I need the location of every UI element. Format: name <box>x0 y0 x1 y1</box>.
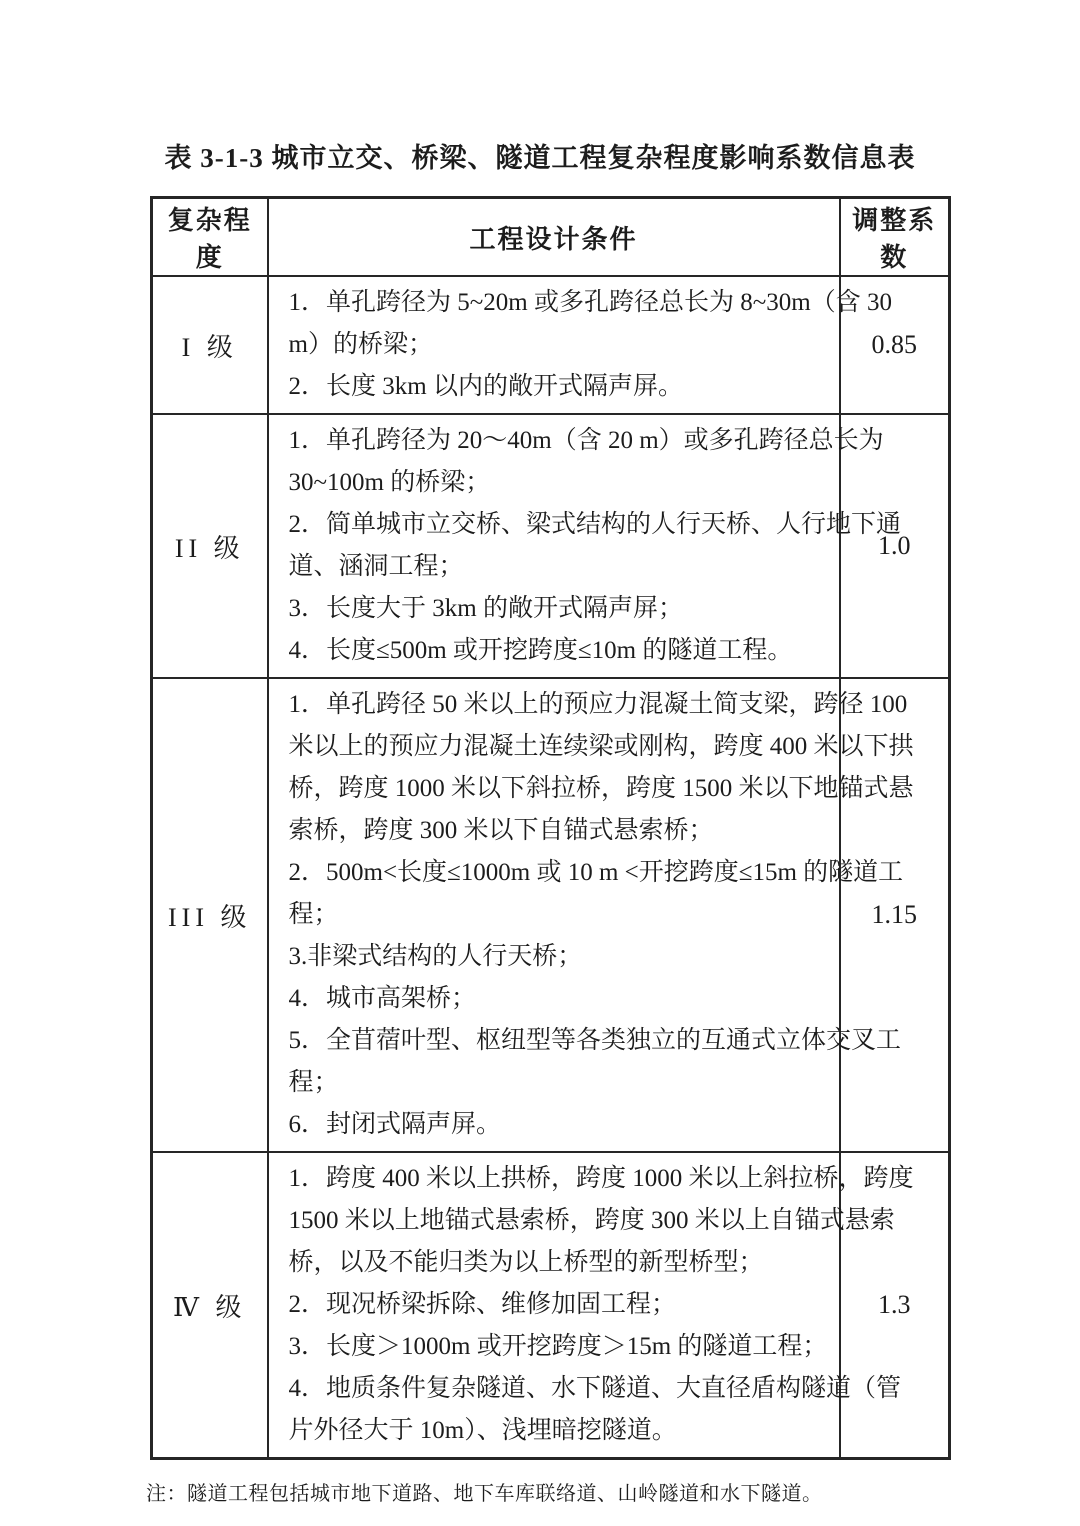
complexity-table <box>150 196 951 1460</box>
condition-line: 3．长度大于 3km 的敞开式隔声屏； <box>288 595 683 622</box>
condition-line: 5．全苜蓿叶型、枢纽型等各类独立的互通式立体交叉工 <box>288 1027 902 1054</box>
condition-line: 4．地质条件复杂隧道、水下隧道、大直径盾构隧道（管 <box>288 1375 902 1402</box>
condition-line: 索桥，跨度 300 米以下自锚式悬索桥； <box>288 817 714 844</box>
condition-line: 4．城市高架桥； <box>288 985 477 1012</box>
level-cell: I 级 <box>152 276 268 414</box>
condition-line: 片外径大于 10m）、浅埋暗挖隧道。 <box>288 1417 677 1444</box>
condition-line: 1．单孔跨径 50 米以上的预应力混凝土简支梁，跨径 100 <box>288 691 908 718</box>
condition-line: 1．跨度 400 米以上拱桥，跨度 1000 米以上斜拉桥，跨度 <box>288 1165 914 1192</box>
condition-line: 程； <box>288 901 339 928</box>
header-row <box>152 198 950 277</box>
condition-line: 1．单孔跨径为 5~20m 或多孔跨径总长为 8~30m（含 30 <box>288 289 892 316</box>
condition-line: 2．500m<长度≤1000m 或 10 m <开挖跨度≤15m 的隧道工 <box>288 859 904 886</box>
condition-line: 3．长度＞1000m 或开挖跨度＞15m 的隧道工程； <box>288 1333 828 1360</box>
condition-line: 3.非梁式结构的人行天桥； <box>288 943 583 970</box>
condition-line: 6．封闭式隔声屏。 <box>288 1111 502 1138</box>
condition-line: 桥，以及不能归类为以上桥型的新型桥型； <box>288 1249 764 1276</box>
conditions-cell <box>268 414 902 678</box>
condition-line: 1500 米以上地锚式悬索桥，跨度 300 米以上自锚式悬索 <box>288 1207 895 1234</box>
table-header <box>152 198 950 277</box>
level-cell: Ⅳ 级 <box>152 1152 268 1459</box>
coefficient-cell: 1.15 <box>840 678 950 1152</box>
table-body <box>152 276 950 1459</box>
col-header-conditions: 工程设计条件 <box>268 198 840 277</box>
condition-line: 米以上的预应力混凝土连续梁或刚构，跨度 400 米以下拱 <box>288 733 914 760</box>
condition-line: 2．现况桥梁拆除、维修加固工程； <box>288 1291 677 1318</box>
table-row <box>152 414 950 678</box>
page-title: 表 3-1-3 城市立交、桥梁、隧道工程复杂程度影响系数信息表 <box>164 143 916 173</box>
table-row <box>152 276 950 414</box>
footnote: 注：隧道工程包括城市地下道路、地下车库联络道、山岭隧道和水下隧道。 <box>146 1483 823 1505</box>
condition-line: 道、涵洞工程； <box>288 553 464 580</box>
condition-line: 4．长度≤500m 或开挖跨度≤10m 的隧道工程。 <box>288 637 793 664</box>
coefficient-cell: 1.3 <box>840 1152 950 1459</box>
level-cell: II 级 <box>152 414 268 678</box>
condition-line: 1．单孔跨径为 20～40m（含 20 m）或多孔跨径总长为 <box>288 427 884 454</box>
coefficient-cell: 1.0 <box>840 414 950 678</box>
condition-line: 桥，跨度 1000 米以下斜拉桥，跨度 1500 米以下地锚式悬 <box>288 775 914 802</box>
table-row <box>152 678 950 1152</box>
condition-line: 程； <box>288 1069 339 1096</box>
conditions-cell <box>268 276 892 414</box>
level-cell: III 级 <box>152 678 268 1152</box>
condition-line: 2．简单城市立交桥、梁式结构的人行天桥、人行地下通 <box>288 511 902 538</box>
col-header-level: 复杂程度 <box>152 198 268 277</box>
col-header-coefficient: 调整系数 <box>840 198 950 277</box>
table-row <box>152 1152 950 1459</box>
condition-line: m）的桥梁； <box>288 331 433 358</box>
coefficient-cell: 0.85 <box>840 276 950 414</box>
condition-line: 30~100m 的桥梁； <box>288 469 491 496</box>
condition-line: 2．长度 3km 以内的敞开式隔声屏。 <box>288 373 683 400</box>
